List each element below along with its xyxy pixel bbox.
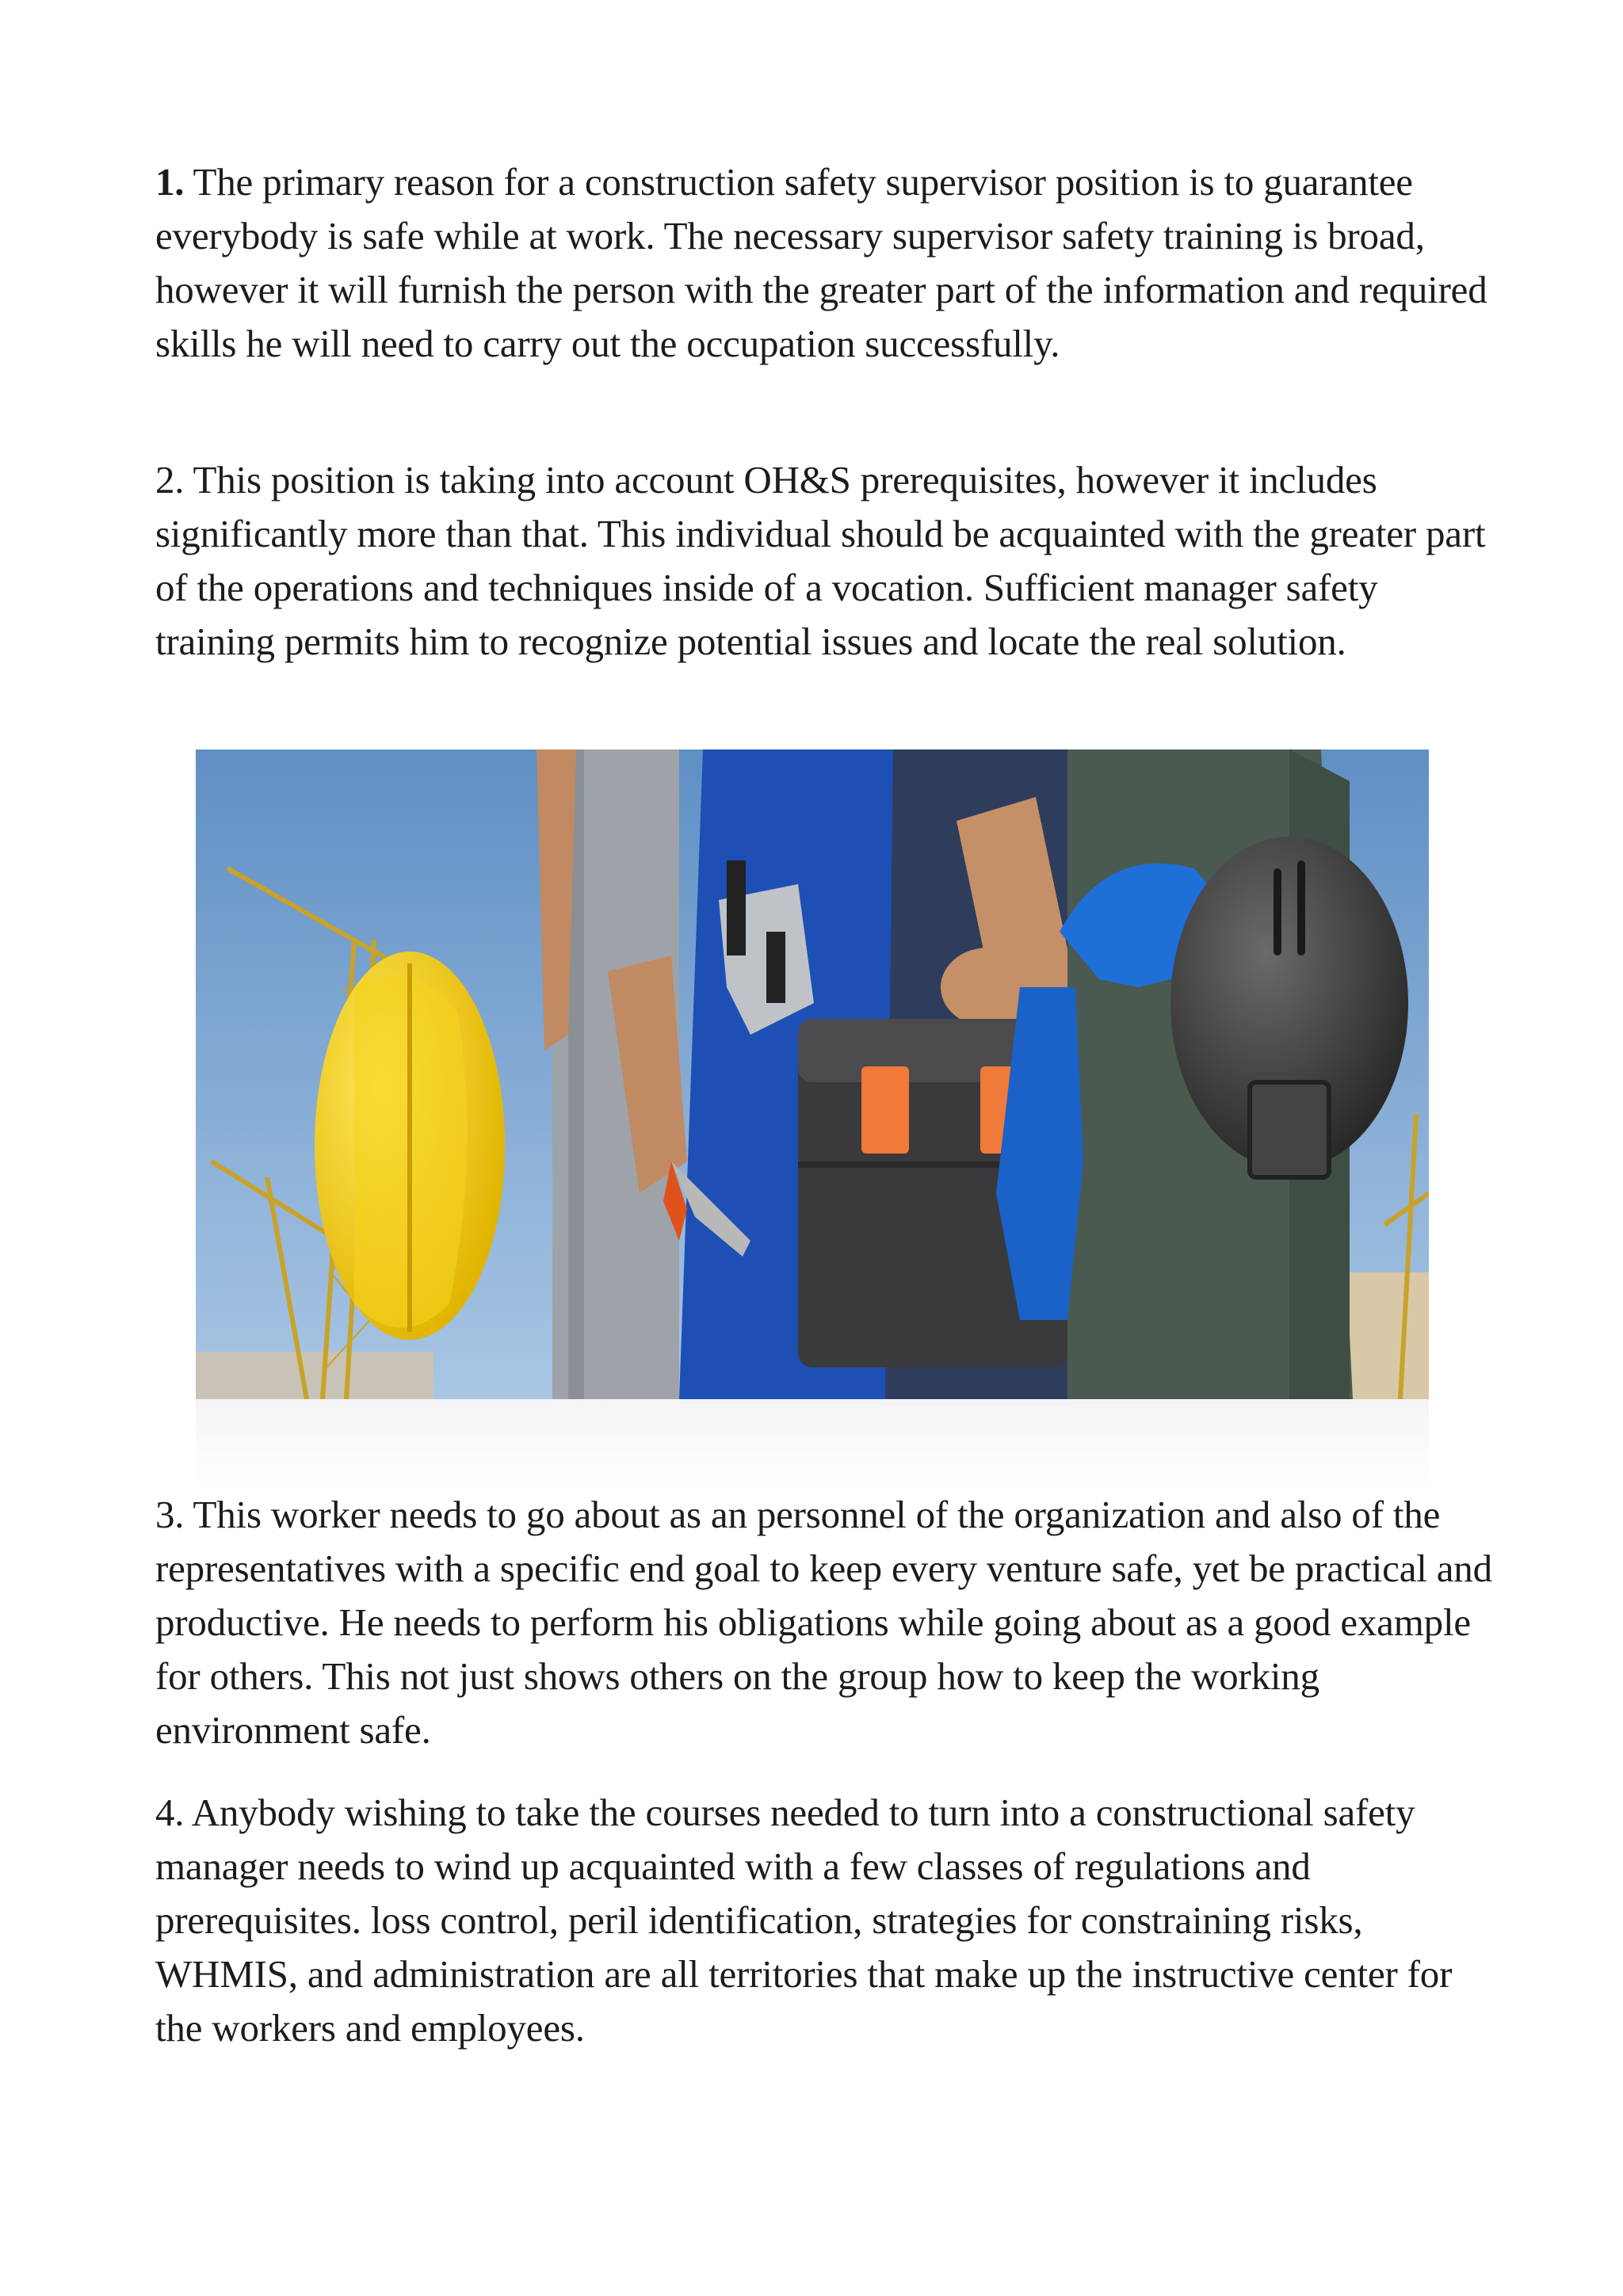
construction-workers-photo [196, 749, 1429, 1399]
paragraph-2 [155, 453, 1503, 669]
paragraph-3-text: This worker needs to go about as an personnel of the organization and also of the representatives with a specific end goal to keep every venture safe, yet be practical and productive. He needs to perform his obligations while going about as a good example for others. This not just shows others on the group how to keep the working environment safe. [155, 1493, 1492, 1752]
paragraph-3 [155, 1488, 1503, 1757]
paragraph-1-number: 1. [155, 160, 185, 204]
paragraph-4 [155, 1786, 1503, 2055]
paragraph-2-number: 2. [155, 458, 185, 502]
paragraph-4-number: 4. [155, 1791, 185, 1834]
photo-shadow [196, 1399, 1429, 1486]
paragraph-2-text: This position is taking into account OH&S prerequisites, however it includes significantly more than that. This individual should be acquainted with the greater part of the operations and techniques inside of a vocation. Sufficient manager safety training permits him to recognize potential issues and locate the real solution. [155, 458, 1486, 663]
paragraph-1-text: The primary reason for a construction safety supervisor position is to guarantee everybody is safe while at work. The necessary supervisor safety training is broad, however it will furnish the person with the greater part of the information and required skills he will need to carry out the occupation successfully. [155, 160, 1487, 365]
paragraph-3-number: 3. [155, 1493, 185, 1536]
paragraph-4-text: Anybody wishing to take the courses needed to turn into a constructional safety manager needs to wind up acquainted with a few classes of regulations and prerequisites. loss control, peril identification, strategies for constraining risks, WHMIS, and administration are all territories that make up the instructive center for the workers and employees. [155, 1791, 1453, 2050]
paragraph-1 [155, 155, 1503, 371]
